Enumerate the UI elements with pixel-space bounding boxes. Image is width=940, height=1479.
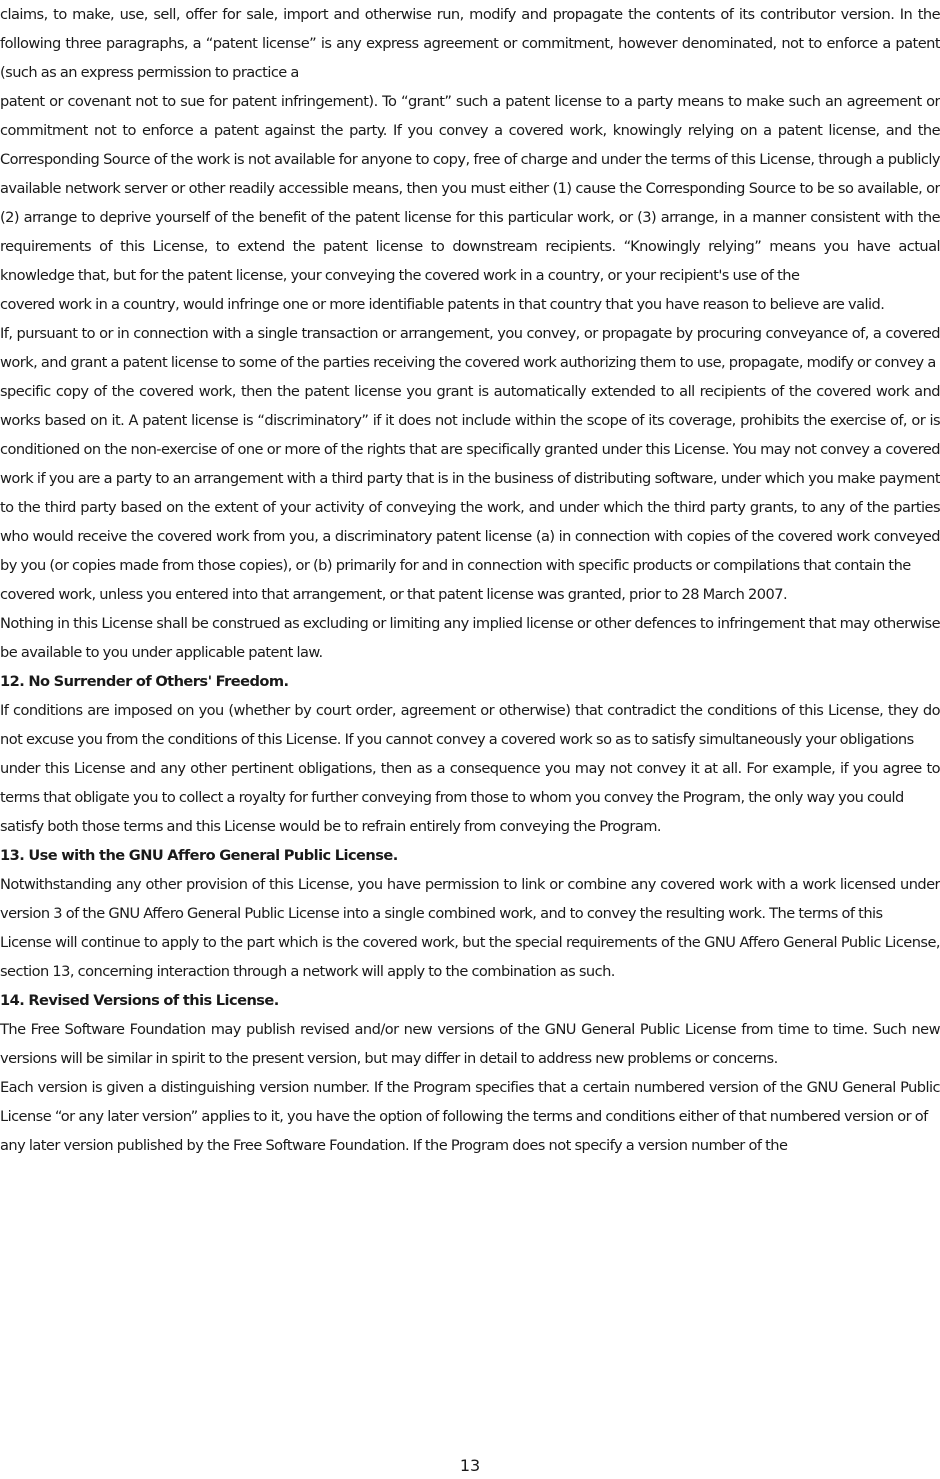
paragraph-conditions-imposed: If conditions are imposed on you (whether by court order, agreement or otherwise) that contradict the conditions of this License, they do not excuse you from the conditions of this License. If you cannot convey a covered work so as to satisfy simultaneously your obligations [0, 702, 940, 748]
page-number: 13 [459, 1456, 481, 1475]
section-heading-12: 12. No Surrender of Others' Freedom. [0, 673, 289, 690]
paragraph-pursuant-transaction: If, pursuant to or in connection with a single transaction or arrangement, you convey, or propagate by procuring conveyance of, a covered work, and grant a patent license to some of the parties receiving the covered work authorizing them to use, propagate, modify or convey a [0, 325, 940, 371]
paragraph-affero-section-13: License will continue to apply to the part which is the covered work, but the special requirements of the GNU Affero General Public License, section 13, concerning interaction through a network will apply to the combination as such. [0, 934, 940, 980]
paragraph-refrain-conveying: satisfy both those terms and this License would be to refrain entirely from conveying the Program. [0, 818, 662, 835]
paragraph-implied-license: Nothing in this License shall be construed as excluding or limiting any implied license or other defences to infringement that may otherwise be available to you under applicable patent law. [0, 615, 940, 661]
paragraph-patent-claims: claims, to make, use, sell, offer for sale, import and otherwise run, modify and propagate the contents of its contributor version. In the following three paragraphs, a “patent license” is any express agreement or commitment, however denominated, not to enforce a patent (such as an express permission to practice a [0, 6, 940, 81]
section-heading-13: 13. Use with the GNU Affero General Public License. [0, 847, 398, 864]
paragraph-revised-versions: The Free Software Foundation may publish revised and/or new versions of the GNU General Public License from time to time. Such new versions will be similar in spirit to the present version, but may differ in detail to address new problems or concerns. [0, 1021, 940, 1067]
paragraph-patent-grant: patent or covenant not to sue for patent infringement). To “grant” such a patent license to a party means to make such an agreement or commitment not to enforce a patent against the party. If you convey a covered work, knowingly relying on a patent license, and the Corresponding Source of the work is not available for anyone to copy, free of charge and under the terms of this License, through a publicly available network server or other readily accessible means, then you must either (1) cause the Corresponding Source to be so available, or (2) arrange to deprive yourself of the benefit of the patent license for this particular work, or (3) arrange, in a manner consistent with the requirements of this License, to extend the patent license to downstream recipients. “Knowingly relying” means you have actual knowledge that, but for the patent license, your conveying the covered work in a country, or your recipient's use of the [0, 93, 940, 284]
paragraph-discriminatory-license: specific copy of the covered work, then the patent license you grant is automatically extended to all recipients of the covered work and works based on it. A patent license is “discriminatory” if it does not include within the scope of its coverage, prohibits the exercise of, or is conditioned on the non-exercise of one or more of the rights that are specifically granted under this License. You may not convey a covered work if you are a party to an arrangement with a third party that is in the business of distributing software, under which you make payment to the third party based on the extent of your activity of conveying the work, and under which the third party grants, to any of the parties who would receive the covered work from you, a discriminatory patent license (a) in connection with copies of the covered work conveyed by you (or copies made from those copies), or (b) primarily for and in connection with specific products or compilations that contain the [0, 383, 940, 574]
paragraph-later-version: any later version published by the Free Software Foundation. If the Program does not specify a version number of the [0, 1137, 788, 1154]
paragraph-infringe-patents: covered work in a country, would infringe one or more identifiable patents in that country that you have reason to believe are valid. [0, 296, 885, 313]
paragraph-version-number: Each version is given a distinguishing version number. If the Program specifies that a certain numbered version of the GNU General Public License “or any later version” applies to it, you have the option of following the terms and conditions either of that numbered version or of [0, 1079, 940, 1125]
paragraph-march-2007: covered work, unless you entered into that arrangement, or that patent license was granted, prior to 28 March 2007. [0, 586, 788, 603]
paragraph-affero-permission: Notwithstanding any other provision of this License, you have permission to link or combine any covered work with a work licensed under version 3 of the GNU Affero General Public License into a single combined work, and to convey the resulting work. The terms of this [0, 876, 940, 922]
section-heading-14: 14. Revised Versions of this License. [0, 992, 279, 1009]
paragraph-pertinent-obligations: under this License and any other pertinent obligations, then as a consequence you may not convey it at all. For example, if you agree to terms that obligate you to collect a royalty for further conveying from those to whom you convey the Program, the only way you could [0, 760, 940, 806]
